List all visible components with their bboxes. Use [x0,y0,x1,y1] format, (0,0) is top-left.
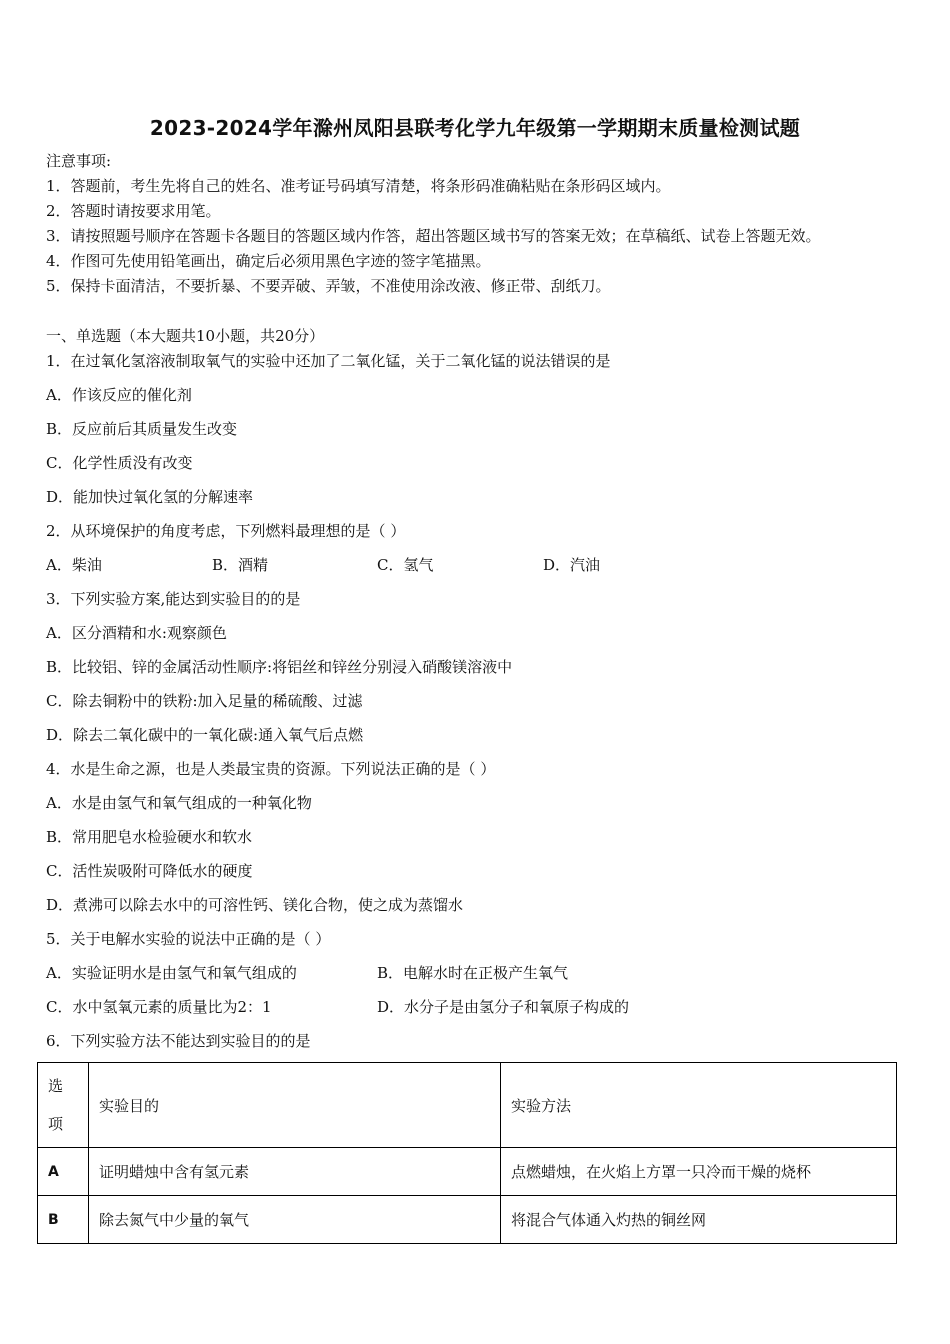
question-stem: 1．在过氧化氢溶液制取氧气的实验中还加了二氧化锰，关于二氧化锰的说法错误的是 [46,352,611,370]
header-option-line1: 选 [48,1077,64,1095]
question-option: C．活性炭吸附可降低水的硬度 [46,862,253,880]
notice-item: 3．请按照题号顺序在答题卡各题目的答题区域内作答，超出答题区域书写的答案无效；在草稿纸、试卷上答题无效。 [46,227,821,245]
question-option: C．水中氢氧元素的质量比为2：1 [46,998,272,1016]
row-purpose-cell: 证明蜡烛中含有氢元素 [89,1148,501,1196]
question-option: A．水是由氢气和氧气组成的一种氧化物 [46,794,312,812]
notice-item: 5．保持卡面清洁，不要折暴、不要弄破、弄皱，不准使用涂改液、修正带、刮纸刀。 [46,277,611,295]
row-method-cell: 将混合气体通入灼热的铜丝网 [501,1196,897,1244]
row-option-cell: B [38,1196,89,1244]
table-row [38,1148,897,1196]
question-option: C．化学性质没有改变 [46,454,193,472]
question-stem: 2．从环境保护的角度考虑，下列燃料最理想的是（ ） [46,522,406,540]
notice-item: 1．答题前，考生先将自己的姓名、准考证号码填写清楚，将条形码准确粘贴在条形码区域内。 [46,177,671,195]
question-option: B．常用肥皂水检验硬水和软水 [46,828,253,846]
table-header-row [38,1063,897,1148]
question-stem: 5．关于电解水实验的说法中正确的是（ ） [46,930,331,948]
header-option-cell [38,1063,89,1148]
notice-item: 2．答题时请按要求用笔。 [46,202,221,220]
question-option: D．除去二氧化碳中的一氧化碳:通入氧气后点燃 [46,726,364,744]
question-option: A．作该反应的催化剂 [46,386,192,404]
question-option: B．酒精 [212,556,269,574]
header-option-line2: 项 [48,1115,64,1133]
question-option: C．除去铜粉中的铁粉:加入足量的稀硫酸、过滤 [46,692,363,710]
question-stem: 6．下列实验方法不能达到实验目的的是 [46,1032,311,1050]
section-heading: 一、单选题（本大题共10小题，共20分） [46,327,325,345]
question-stem: 4．水是生命之源，也是人类最宝贵的资源。下列说法正确的是（ ） [46,760,496,778]
notice-item: 4．作图可先使用铅笔画出，确定后必须用黑色字迹的签字笔描黑。 [46,252,491,270]
question-option: D．煮沸可以除去水中的可溶性钙、镁化合物，使之成为蒸馏水 [46,896,464,914]
question-option: A．区分酒精和水:观察颜色 [46,624,227,642]
table-row [38,1196,897,1244]
question-option: A．柴油 [46,556,102,574]
header-method-cell: 实验方法 [501,1063,897,1148]
question-option: B．反应前后其质量发生改变 [46,420,238,438]
question-option: A．实验证明水是由氢气和氧气组成的 [46,964,297,982]
notice-heading: 注意事项: [46,152,112,170]
experiment-table [37,1062,897,1244]
row-method-cell: 点燃蜡烛，在火焰上方罩一只冷而干燥的烧杯 [501,1148,897,1196]
header-purpose-cell: 实验目的 [89,1063,501,1148]
question-option: B．比较铝、锌的金属活动性顺序:将铝丝和锌丝分别浸入硝酸镁溶液中 [46,658,513,676]
question-option: B．电解水时在正极产生氧气 [377,964,569,982]
row-option-cell: A [38,1148,89,1196]
question-stem: 3．下列实验方案,能达到实验目的的是 [46,590,301,608]
question-option: C．氢气 [377,556,434,574]
question-option: D．水分子是由氢分子和氧原子构成的 [377,998,630,1016]
row-purpose-cell: 除去氮气中少量的氧气 [89,1196,501,1244]
exam-title: 2023-2024学年滁州凤阳县联考化学九年级第一学期期末质量检测试题 [149,116,801,140]
question-option: D．汽油 [543,556,601,574]
question-option: D．能加快过氧化氢的分解速率 [46,488,254,506]
